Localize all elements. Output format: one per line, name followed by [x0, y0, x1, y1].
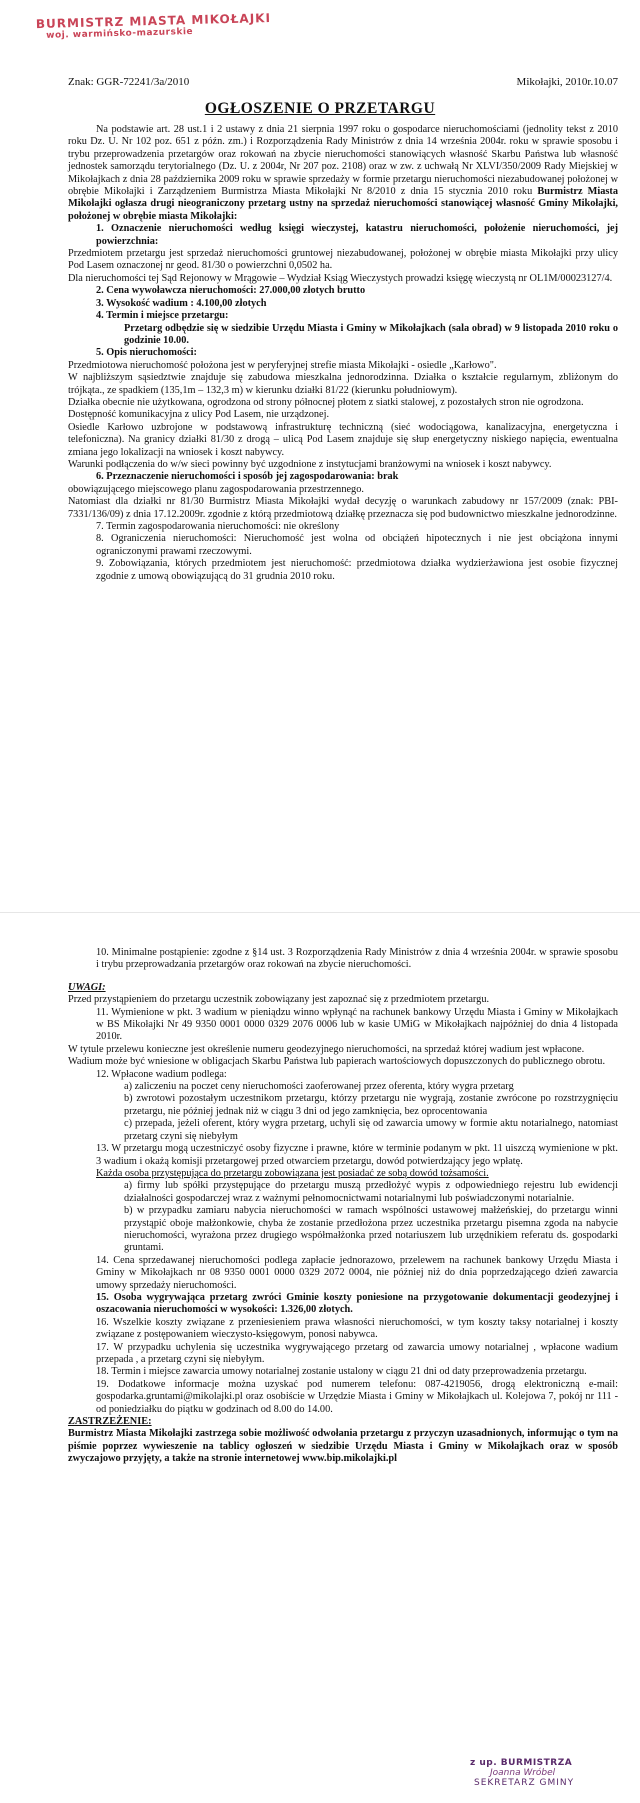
signature-stamp: [470, 1758, 574, 1788]
reservation-text: Burmistrz Miasta Mikołajki zastrzega sobie możliwość odwołania przetargu z przyczyn uzasadnionych, informując o tym na piśmie poprzez wywieszenie na tablicy ogłoszeń w siedzibie Urzędu Miasta i Gminy w Mikołajkach oraz w sposób zwyczajowo przyjęty, a także na stronie internetowej www.bip.mikolajki.pl: [68, 1428, 618, 1465]
section-5-para-4: Dostępność komunikacyjna z ulicy Pod Lasem, nie urządzonej.: [68, 409, 330, 421]
section-1-text-1: Przedmiotem przetargu jest sprzedaż nieruchomości gruntowej niezabudowanej, położonej w obrębie miasta Mikołajki przy ulicy Pod Lasem oznaczonej nr geod. 81/30 o powierzchni 0,0502 ha.: [68, 248, 618, 272]
office-stamp: [36, 11, 272, 41]
section-11-para-2: W tytule przelewu konieczne jest określenie numeru geodezyjnego nieruchomości, na sprzedaż której wadium jest wpłacone.: [68, 1043, 585, 1055]
announcement-body: [68, 124, 618, 583]
section-13-a: a) firmy lub spółki przystępujące do przetargu muszą przedłożyć wypis z odpowiedniego rejestru lub ewidencji działalności gospodarczej wraz z ważnymi pełnomocnictwami notarialnymi lub poświadczonymi notarialnie.: [124, 1180, 618, 1204]
section-5-para-6: Warunki podłączenia do w/w sieci powinny być uzgodnione z instytucjami branżowymi na wniosek i koszt nabywcy.: [68, 458, 552, 470]
section-12-a: a) zaliczeniu na poczet ceny nieruchomości zaoferowanej przez oferenta, który wygra przetarg: [124, 1081, 514, 1093]
section-8: 8. Ograniczenia nieruchomości: Nieruchomość jest wolna od obciążeń hipotecznych i nie jest obciążona innymi ograniczonymi prawami rzeczowymi.: [96, 533, 618, 557]
section-1-text-2: Dla nieruchomości tej Sąd Rejonowy w Mrągowie – Wydział Ksiąg Wieczystych prowadzi księgę wieczystą nr OL1M/00023127/4.: [68, 272, 613, 284]
notes-label: UWAGI:: [68, 981, 106, 993]
section-4-text: Przetarg odbędzie się w siedzibie Urzędu Miasta i Gminy w Mikołajkach (sala obrad) w 9 listopada 2010 roku o godzinie 10.00.: [124, 322, 618, 346]
document-date: Mikołajki, 2010r.10.07: [516, 76, 618, 88]
section-6-para-2: Natomiast dla działki nr 81/30 Burmistrz Miasta Mikołajki wydał decyzję o warunkach zabudowy nr 157/2009 (znak: PBI-7331/136/09) z dnia 17.12.2009r. zgodnie z którą przedmiotową działkę przeznacza się pod budownictwo mieszkalne jednorodzinne.: [68, 496, 618, 520]
section-13-b: b) w przypadku zamiaru nabycia nieruchomości w ramach wspólności ustawowej małżeńskiej, do przetargu winni przystąpić oboje małżonkowie, chyba że zostanie przedłożona przez uczestnika przetargu pisemna zgoda na nabycie nieruchomości, wyrażona przez drugiego współmałżonka przed notariuszem lub urzędnikiem referatu ds. gospodarki gruntami.: [124, 1205, 618, 1254]
section-7: 7. Termin zagospodarowania nieruchomości: nie określony: [96, 521, 340, 532]
reference-number: Znak: GGR-72241/3a/2010: [68, 76, 190, 88]
signature-line-1: z up. BURMISTRZA: [470, 1758, 573, 1768]
section-13-para-2: Każda osoba przystępująca do przetargu zobowiązana jest posiadać ze sobą dowód tożsamości.: [96, 1167, 489, 1179]
section-6-para-1: obowiązującego miejscowego planu zagospodarowania przestrzennego.: [68, 483, 364, 495]
intro-announcement: Burmistrz Miasta Mikołajki ogłasza drugi nieograniczony przetarg ustny na sprzedaż nieruchomości stanowiącej własność Gminy Mikołajki, położonej w obrębie miasta Mikołajki:: [68, 186, 618, 222]
section-12-b: b) zwrotowi pozostałym uczestnikom przetargu, którzy przetargu nie wygrają, zostanie zwrócone po rozstrzygnięciu przetargu, nie później jednak niż w ciągu 3 dni od jego zamknięcia, bez oprocentowania: [124, 1093, 618, 1117]
section-6-title: 6. Przeznaczenie nieruchomości i sposób jej zagospodarowania: brak: [96, 471, 399, 483]
stamp-line-1: BURMISTRZ MIASTA MIKOŁAJKI: [35, 10, 272, 32]
section-5-para-5: Osiedle Karłowo uzbrojone w podstawową infrastrukturę techniczną (sieć wodociągowa, kanalizacyjna, energetyczna i telefoniczna). Na granicy działki 81/30 z drogą – ulicą Pod Lasem znajduje się słup energetyczny niskiego napięcia, ewentualna zmiana jego lokalizacji na wniosek i koszt nabywcy.: [68, 421, 618, 458]
intro-paragraph: [68, 124, 618, 223]
section-5-title: 5. Opis nieruchomości:: [96, 347, 197, 359]
section-19: 19. Dodatkowe informacje można uzyskać pod numerem telefonu: 087-4219056, drogą elektroniczną e-mail: gospodarka.gruntami@mikolajki.pl oraz osobiście w Urzędzie Miasta i Gminy w Mikołajkach ul. Kolejowa 7, pokój nr 111 - od poniedziałku do piątku w godzinach od 8.00 do 14.00.: [96, 1378, 618, 1415]
section-12: 12. Wpłacone wadium podlega:: [96, 1068, 227, 1080]
section-13: 13. W przetargu mogą uczestniczyć osoby fizyczne i prawne, które w terminie podanym w pkt. 11 uiszczą wymienione w pkt. 3 wadium i okażą komisji przetargowej przed otwarciem przetargu, dowód potwierdzający jego wpłatę.: [96, 1143, 618, 1167]
section-18: 18. Termin i miejsce zawarcia umowy notarialnej zostanie ustalony w ciągu 21 dni od daty przeprowadzenia przetargu.: [96, 1366, 587, 1378]
section-4-title: 4. Termin i miejsce przetargu:: [96, 310, 229, 322]
section-12-c: c) przepada, jeżeli oferent, który wygra przetarg, uchyli się od zawarcia umowy w formie aktu notarialnego, natomiast przetarg czyni się niebyłym: [124, 1118, 618, 1142]
section-1-title: 1. Oznaczenie nieruchomości według księgi wieczystej, katastru nieruchomości, położenie nieruchomości, jej powierzchnia:: [96, 223, 618, 247]
section-16: 16. Wszelkie koszty związane z przeniesieniem prawa własności nieruchomości, w tym koszty taksy notarialnej i koszty związane z postępowaniem wieczysto-księgowym, ponosi nabywca.: [96, 1316, 618, 1341]
section-9: 9. Zobowiązania, których przedmiotem jest nieruchomość: przedmiotowa działka wydzierżawiona jest osobie fizycznej zgodnie z umową obowiązującą do 31 grudnia 2010 roku.: [96, 558, 618, 582]
stamp-line-2: woj. warmińsko-mazurskie: [46, 26, 194, 41]
reservation-label: ZASTRZEŻENIE:: [68, 1416, 152, 1428]
signature-line-3: SEKRETARZ GMINY: [474, 1778, 575, 1788]
section-3-deposit: 3. Wysokość wadium : 4.100,00 złotych: [96, 297, 267, 309]
section-5-para-2: W najbliższym sąsiedztwie znajduje się zabudowa mieszkalna jednorodzinna. Działka o kształcie regularnym, zbliżonym do trójkąta., ze spadkiem (135,1m – 132,3 m) w kierunku działki 81/22 (kierunku południowym).: [68, 372, 618, 396]
section-17: 17. W przypadku uchylenia się uczestnika wygrywającego przetarg od zawarcia umowy notarialnej , wpłacone wadium przepada , a przetarg czyni się niebyłym.: [96, 1341, 618, 1365]
document-header: [68, 76, 618, 88]
page-title: OGŁOSZENIE O PRZETARGU: [204, 100, 436, 117]
section-2-price: 2. Cena wywoławcza nieruchomości: 27.000,00 złotych brutto: [96, 285, 366, 297]
section-5-para-1: Przedmiotowa nieruchomość położona jest w peryferyjnej strefie miasta Mikołajki - osiedle „Karłowo".: [68, 359, 497, 371]
notes-text: Przed przystąpieniem do przetargu uczestnik zobowiązany jest zapoznać się z przedmiotem przetargu.: [68, 994, 490, 1006]
section-10: 10. Minimalne postąpienie: zgodne z §14 ust. 3 Rozporządzenia Rady Ministrów z dnia 4 września 2004r. w sprawie sposobu i trybu przeprowadzania przetargów oraz rokowań na zbycie nieruchomości.: [96, 947, 618, 971]
announcement-body-continued: [68, 947, 618, 1466]
section-11: 11. Wymienione w pkt. 3 wadium w pieniądzu winno wpłynąć na rachunek bankowy Urzędu Miasta i Gminy w Mikołajkach w BS Mikołajki Nr 49 9350 0001 0000 0329 2076 0006 lub w kasie UMiG w Mikołajkach najpóźniej do dnia 4 listopada 2010r.: [96, 1006, 618, 1043]
intro-legal-basis: Na podstawie art. 28 ust.1 i 2 ustawy z dnia 21 sierpnia 1997 roku o gospodarce nieruchomościami (jednolity tekst z 2010 roku Dz. U. Nr 102 poz. 651 z późn. zm.) i Rozporządzenia Rady Ministrów z dnia 14 września 2004r. roku w sprawie sposobu i trybu przeprowadzenia przetargów oraz rokowań na zbycie nieruchomości stanowiących własność Skarbu Państwa lub własność jednostek samorządu terytorialnego (Dz. U. z 2004r, Nr 207 poz. 2108) oraz w zw. z uchwałą Nr XLVI/350/2009 Rady Miejskiej w Mikołajkach z dnia 28 października 2009 roku w sprawie sprzedaży w formie przetargu nieruchomości niezabudowanej położonej w obrębie Mikołajki i Zarządzeniem Burmistrza Miasta Mikołajki Nr 8/2010 z dnia 15 stycznia 2010 roku: [68, 124, 618, 198]
section-11-para-3: Wadium może być wniesione w obligacjach Skarbu Państwa lub papierach wartościowych dopuszczonych do publicznego obrotu.: [68, 1056, 606, 1068]
document-page-2: [0, 912, 640, 1803]
section-15: 15. Osoba wygrywająca przetarg zwróci Gminie koszty poniesione na przygotowanie dokumentacji geodezyjnej i oszacowania nieruchomości w wysokości: 1.326,00 złotych.: [96, 1291, 618, 1316]
signature-name: Joanna Wróbel: [490, 1768, 556, 1778]
section-14: 14. Cena sprzedawanej nieruchomości podlega zapłacie jednorazowo, przelewem na rachunek bankowy Urzędu Miasta i Gminy w Mikołajkach nr 08 9350 0001 0000 0329 2072 0004, nie później niż do dnia poprzedzającego dzień zawarcia umowy sprzedaży nieruchomości.: [96, 1254, 618, 1291]
section-5-para-3: Działka obecnie nie użytkowana, ogrodzona od strony północnej płotem z siatki stalowej, z pozostałych stron nie ogrodzona.: [68, 396, 584, 408]
